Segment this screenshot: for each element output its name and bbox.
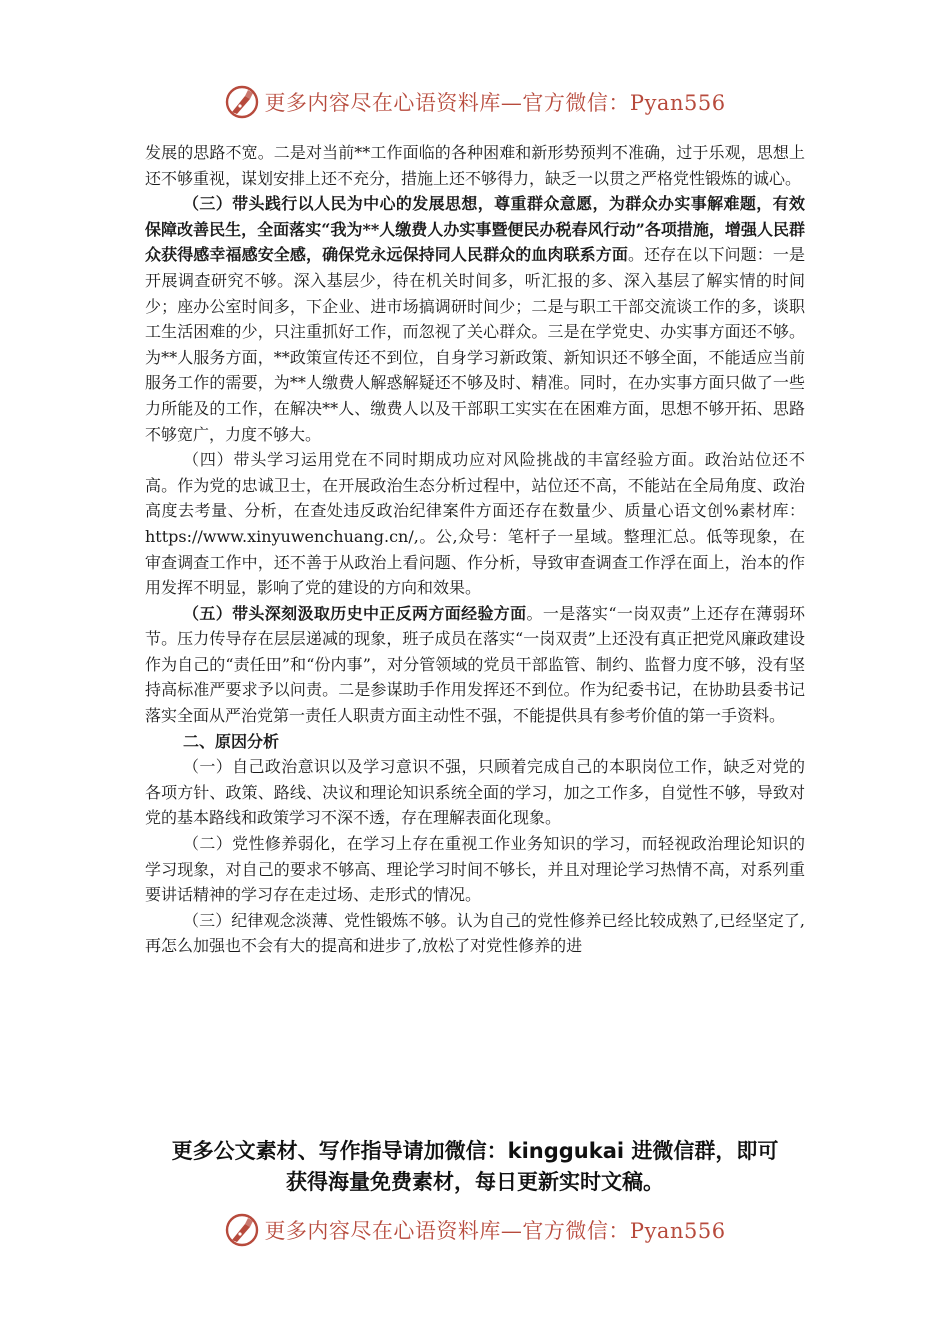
- section-3-heading: （三）带头践行以人民为中心的发展思想，尊重群众意愿，为群众办实事解难题，有效保障改善民生，全面落实“我为**人缴费人办实事暨便民办税春风行动”各项措施，增强人民群众获得感幸福感安全感，确保党永远保持同人民群众的血肉联系方面: [145, 194, 805, 265]
- pen-nib-logo-icon: [224, 84, 260, 120]
- paragraph-section-3: [145, 191, 805, 447]
- document-body: [145, 140, 805, 959]
- header-banner: [0, 80, 950, 124]
- paragraph-cause-3: （三）纪律观念淡薄、党性锻炼不够。认为自己的党性修养已经比较成熟了,已经坚定了,再怎么加强也不会有大的提高和进步了,放松了对党性修养的进: [145, 910, 805, 956]
- promo-line-2: 获得海量免费素材，每日更新实时文稿。: [286, 1170, 664, 1194]
- paragraph-continuation: 发展的思路不宽。二是对当前**工作面临的各种困难和新形势预判不准确，过于乐观，思想上还不够重视，谋划安排上还不充分，措施上还不够得力，缺乏一以贯之严格党性锻炼的诚心。: [145, 143, 805, 188]
- promo-notice: [0, 1136, 950, 1198]
- section-2-title: 二、原因分析: [183, 731, 280, 751]
- header-banner-text: 更多内容尽在心语资料库—官方微信：Pyan556: [264, 91, 726, 115]
- promo-line-1: 更多公文素材、写作指导请加微信：kinggukai 进微信群，即可: [171, 1139, 779, 1163]
- paragraph-section-4: （四）带头学习运用党在不同时期成功应对风险挑战的丰富经验方面。政治站位还不高。作为党的忠诚卫士，在开展政治生态分析过程中，站位还不高，不能站在全局角度、政治高度去考量、分析，在查处违反政治纪律案件方面还存在数量少、质量心语文创%素材库：https://www.xinyuwenchuang.cn/,。公,众号：笔杆子一星域。整理汇总。低等现象，在审查调查工作中，还不善于从政治上看问题、作分析，导致审查调查工作浮在面上，治本的作用发挥不明显，影响了党的建设的方向和效果。: [145, 450, 805, 598]
- paragraph-section-5: [145, 601, 805, 729]
- pen-nib-logo-icon: [224, 1212, 260, 1248]
- paragraph-cause-1: （一）自己政治意识以及学习意识不强，只顾着完成自己的本职岗位工作，缺乏对党的各项方针、政策、路线、决议和理论知识系统全面的学习，加之工作多，自觉性不够，导致对党的基本路线和政策学习不深不透，存在理解表面化现象。: [145, 757, 805, 828]
- footer-banner-text: 更多内容尽在心语资料库—官方微信：Pyan556: [264, 1219, 726, 1243]
- section-3-text: 。还存在以下问题：一是开展调查研究不够。深入基层少，待在机关时间多，听汇报的多、深入基层了解实情的时间少；座办公室时间多，下企业、进市场搞调研时间少；二是与职工干部交流谈工作的多，谈职工生活困难的少，只注重抓好工作，而忽视了关心群众。三是在学党史、办实事方面还不够。为**人服务方面，**政策宣传还不到位，自身学习新政策、新知识还不够全面，不能适应当前服务工作的需要，为**人缴费人解惑解疑还不够及时、精准。同时，在办实事方面只做了一些力所能及的工作，在解决**人、缴费人以及干部职工实实在在困难方面，思想不够开拓、思路不够宽广，力度不够大。: [145, 245, 805, 444]
- paragraph-cause-2: （二）党性修养弱化，在学习上存在重视工作业务知识的学习，而轻视政治理论知识的学习现象，对自己的要求不够高、理论学习时间不够长，并且对理论学习热情不高，对系列重要讲话精神的学习存在走过场、走形式的情况。: [145, 834, 805, 905]
- section-5-text: 。一是落实“一岗双责”上还存在薄弱环节。压力传导存在层层递减的现象，班子成员在落实“一岗双责”上还没有真正把党风廉政建设作为自己的“责任田”和“份内事”，对分管领域的党员干部监管、制约、监督力度不够，没有坚持高标准严要求予以问责。二是参谋助手作用发挥还不到位。作为纪委书记，在协助县委书记落实全面从严治党第一责任人职责方面主动性不强，不能提供具有参考价值的第一手资料。: [145, 603, 805, 726]
- section-5-heading: （五）带头深刻汲取历史中正反两方面经验方面: [183, 603, 527, 623]
- footer-banner: [0, 1208, 950, 1252]
